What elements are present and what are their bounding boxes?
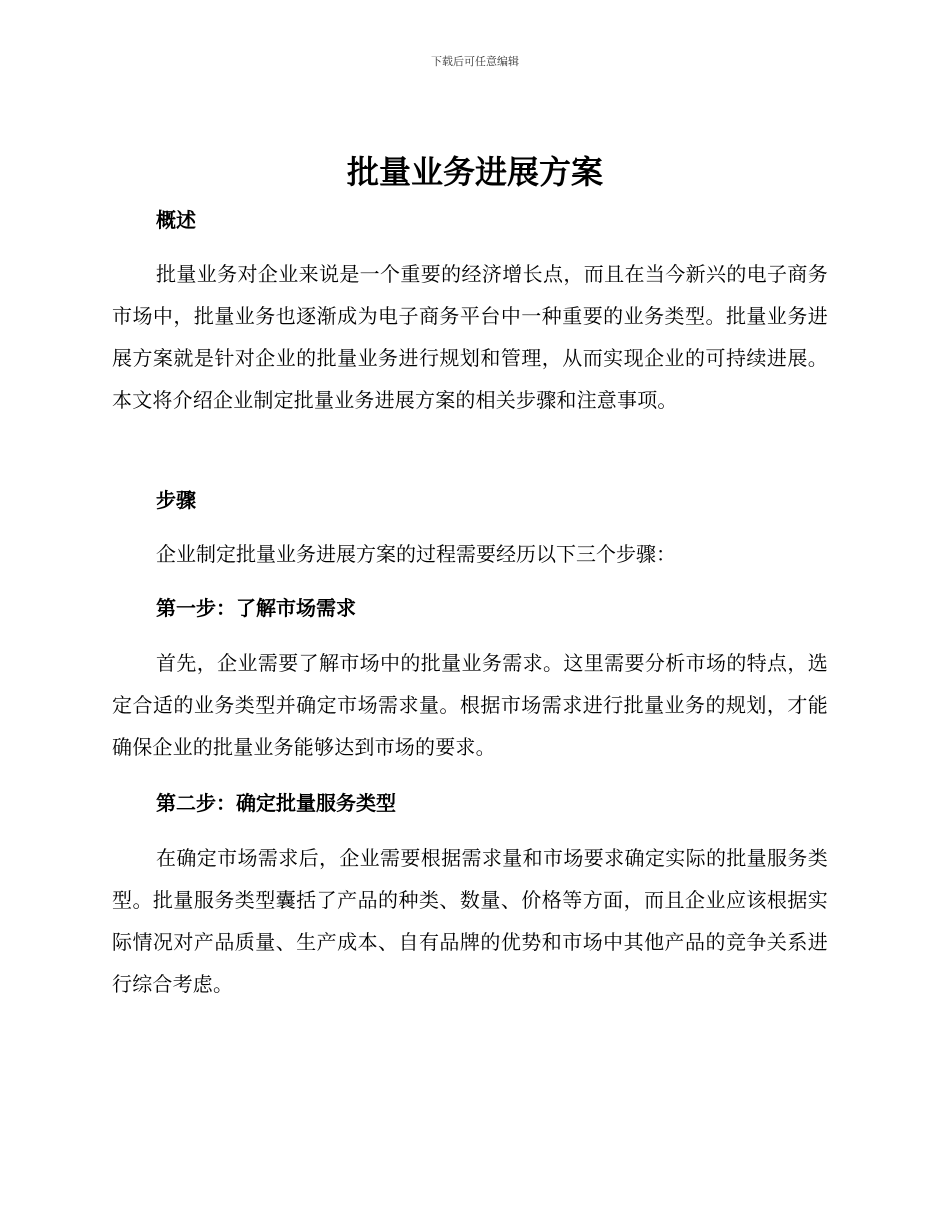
steps-heading: 步骤 [156, 488, 196, 512]
step1-paragraph: 首先，企业需要了解市场中的批量业务需求。这里需要分析市场的特点，选定合适的业务类型并确定市场需求量。根据市场需求进行批量业务的规划，才能确保企业的批量业务能够达到市场的要求。 [112, 651, 828, 759]
page-header-note: 下载后可任意编辑 [431, 55, 519, 68]
steps-intro: 企业制定批量业务进展方案的过程需要经历以下三个步骤： [156, 542, 676, 566]
step1-heading: 第一步：了解市场需求 [156, 596, 356, 620]
step2-paragraph: 在确定市场需求后，企业需要根据需求量和市场要求确定实际的批量服务类型。批量服务类型囊括了产品的种类、数量、价格等方面，而且企业应该根据实际情况对产品质量、生产成本、自有品牌的优势和市场中其他产品的竞争关系进行综合考虑。 [112, 846, 828, 996]
document-title: 批量业务进展方案 [346, 153, 603, 191]
overview-heading: 概述 [156, 208, 196, 232]
overview-paragraph: 批量业务对企业来说是一个重要的经济增长点，而且在当今新兴的电子商务市场中，批量业务也逐渐成为电子商务平台中一种重要的业务类型。批量业务进展方案就是针对企业的批量业务进行规划和管理，从而实现企业的可持续进展。本文将介绍企业制定批量业务进展方案的相关步骤和注意事项。 [112, 262, 828, 412]
step2-heading: 第二步：确定批量服务类型 [156, 791, 396, 815]
